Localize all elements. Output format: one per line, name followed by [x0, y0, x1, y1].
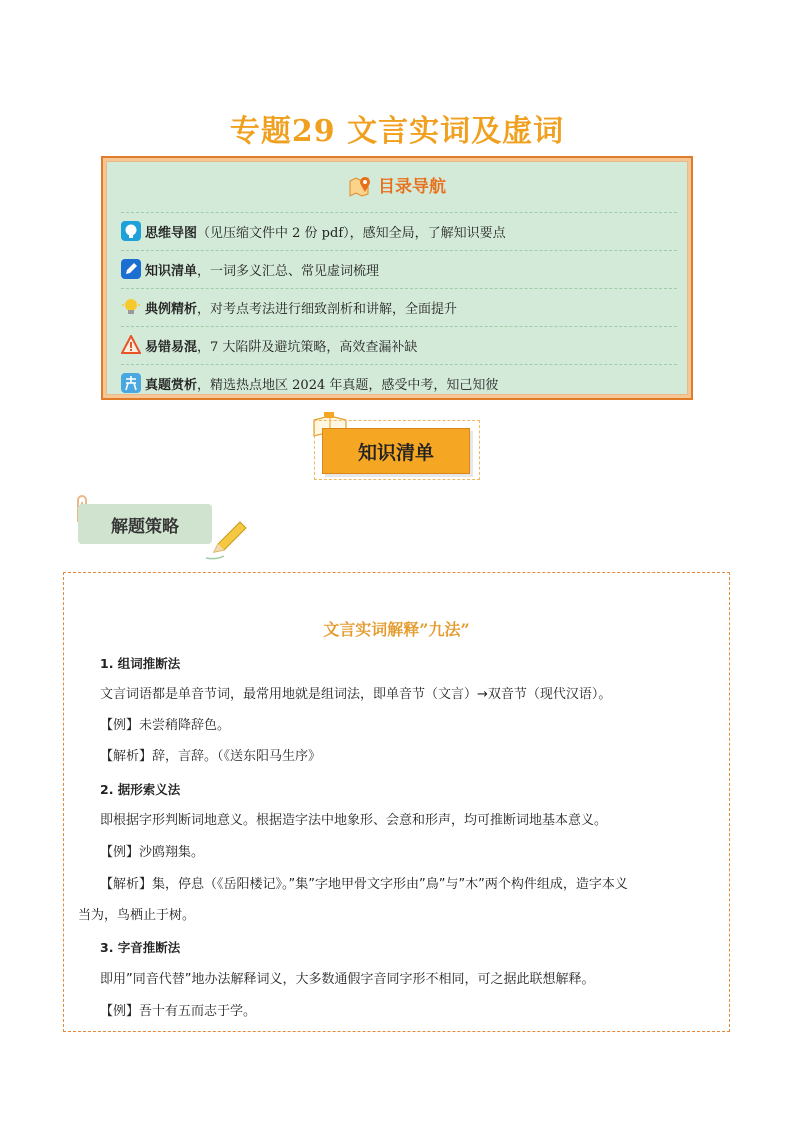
section-heading: 2. 据形索义法 [100, 782, 181, 797]
lightbulb-icon [121, 297, 141, 317]
toc-item-text: ，7 大陷阱及避坑策略，高效查漏补缺 [197, 339, 418, 355]
toc-header [107, 172, 687, 197]
paragraph: 即根据字形判断词地意义。根据造字法中地象形、会意和形声，均可推断词地基本意义。 [100, 813, 608, 828]
toc-inner [106, 161, 688, 395]
analysis-continued: 当为，鸟栖止于树。 [78, 908, 196, 923]
toc-item-text: ，精选热点地区 2024 年真题，感受中考，知己知彼 [197, 377, 499, 393]
toc-item-text: （见压缩文件中 2 份 pdf），感知全局，了解知识要点 [197, 225, 506, 241]
toc-item-text: ，对考点考法进行细致剖析和讲解，全面提升 [197, 301, 458, 317]
analysis: 【解析】集，停息（《岳阳楼记》。”集”字地甲骨文字形由”鳥”与”木”两个构件组成，造字本义 [100, 877, 628, 892]
toc-header-label: 目录导航 [378, 177, 446, 197]
brain-icon [121, 221, 141, 241]
banner-label: 知识清单 [322, 428, 470, 474]
strategy-label: 解题策略 [78, 504, 212, 544]
toc-item-bold: 易错易混 [145, 339, 198, 355]
toc-box [101, 156, 693, 400]
map-pin-icon [348, 175, 374, 197]
toc-item-exams[interactable] [121, 364, 677, 401]
section-heading: 1. 组词推断法 [100, 656, 181, 671]
toc-item-bold: 真题赏析 [145, 377, 198, 393]
page-title: 专题29 文言实词及虚词 [229, 114, 565, 149]
toc-item-bold: 典例精析 [145, 301, 198, 317]
toc-item-knowledge[interactable] [121, 250, 677, 287]
paragraph: 文言词语都是单音节词，最常用地就是组词法，即单音节（文言）→双音节（现代汉语）。 [100, 687, 612, 702]
toc-item-bold: 知识清单 [145, 263, 198, 279]
section-heading: 3. 字音推断法 [100, 940, 181, 955]
strategy-tag [66, 492, 256, 562]
warning-icon [121, 335, 141, 355]
toc-item-bold: 思维导图 [145, 225, 198, 241]
pencil-drawing-icon [204, 518, 252, 562]
example: 【例】未尝稍降辞色。 [100, 718, 231, 733]
toc-item-pitfalls[interactable] [121, 326, 677, 363]
pencil-icon [121, 259, 141, 279]
toc-item-mindmap[interactable] [121, 212, 677, 249]
example: 【例】沙鸥翔集。 [100, 845, 205, 860]
example: 【例】吾十有五而志于学。 [100, 1004, 257, 1019]
analysis: 【解析】辞，言辞。（《送东阳马生序》 [100, 749, 322, 764]
strategy-content-box [63, 572, 730, 1032]
toc-item-examples[interactable] [121, 288, 677, 325]
paragraph: 即用”同音代替”地办法解释词义，大多数通假字音同字形不相同，可之据此联想解释。 [100, 972, 595, 987]
exam-icon [121, 373, 141, 393]
toc-item-text: ，一词多义汇总、常见虚词梳理 [197, 263, 380, 279]
knowledge-banner [312, 412, 482, 478]
content-title: 文言实词解释”九法” [323, 620, 470, 639]
